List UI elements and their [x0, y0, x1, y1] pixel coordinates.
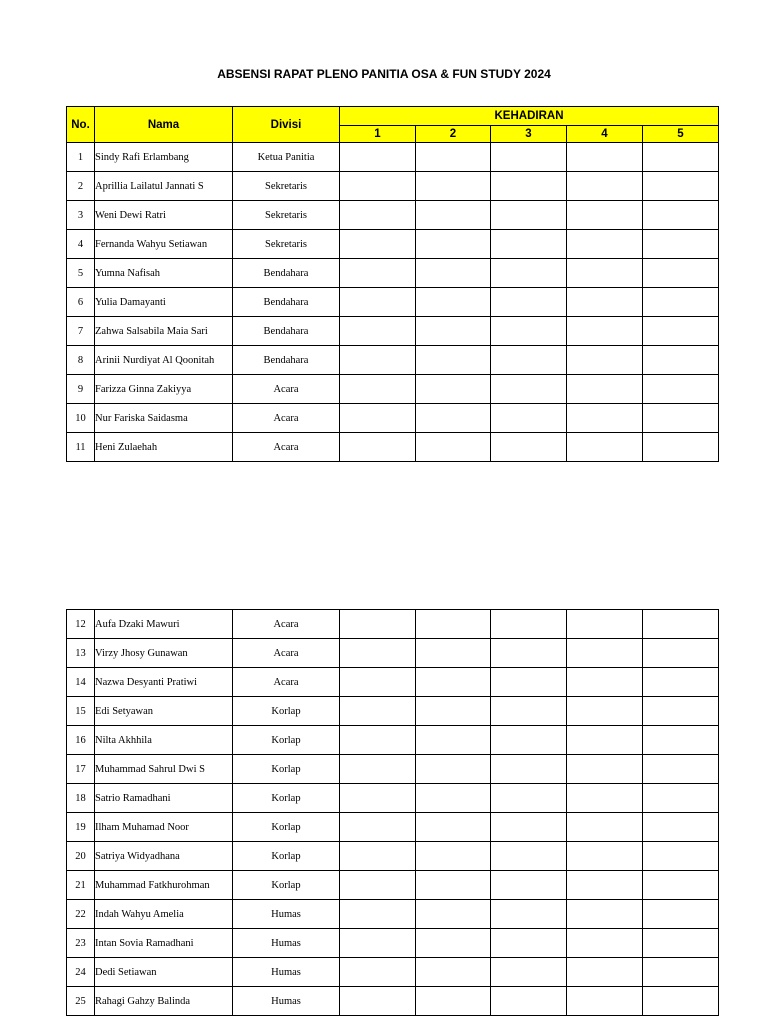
table-row — [67, 668, 719, 697]
attendance-cell-session-2[interactable] — [416, 259, 491, 288]
row-number: 18 — [67, 784, 95, 813]
attendance-cell-session-1[interactable] — [340, 726, 416, 755]
header-session-5: 5 — [643, 126, 719, 143]
attendance-cell-session-3[interactable] — [491, 958, 567, 987]
table-row — [67, 697, 719, 726]
row-division: Korlap — [233, 842, 340, 871]
attendance-cell-session-5[interactable] — [643, 317, 719, 346]
attendance-cell-session-2[interactable] — [416, 958, 491, 987]
attendance-cell-session-2[interactable] — [416, 929, 491, 958]
row-name: Muhammad Sahrul Dwi S — [95, 755, 233, 784]
table-row — [67, 610, 719, 639]
table-row — [67, 726, 719, 755]
table-row — [67, 929, 719, 958]
attendance-cell-session-1[interactable] — [340, 346, 416, 375]
row-name: Aprillia Lailatul Jannati S — [95, 172, 233, 201]
attendance-cell-session-5[interactable] — [643, 433, 719, 462]
table-row — [67, 288, 719, 317]
attendance-cell-session-1[interactable] — [340, 987, 416, 1016]
attendance-cell-session-5[interactable] — [643, 230, 719, 259]
attendance-cell-session-3[interactable] — [491, 288, 567, 317]
attendance-cell-session-5[interactable] — [643, 784, 719, 813]
attendance-cell-session-5[interactable] — [643, 755, 719, 784]
row-number: 21 — [67, 871, 95, 900]
row-name: Nilta Akhhila — [95, 726, 233, 755]
row-number: 5 — [67, 259, 95, 288]
attendance-cell-session-3[interactable] — [491, 871, 567, 900]
attendance-cell-session-4[interactable] — [567, 668, 643, 697]
row-number: 12 — [67, 610, 95, 639]
row-division: Sekretaris — [233, 230, 340, 259]
attendance-cell-session-3[interactable] — [491, 900, 567, 929]
row-name: Virzy Jhosy Gunawan — [95, 639, 233, 668]
row-division: Humas — [233, 958, 340, 987]
row-number: 24 — [67, 958, 95, 987]
row-name: Edi Setyawan — [95, 697, 233, 726]
attendance-cell-session-2[interactable] — [416, 404, 491, 433]
table-row — [67, 259, 719, 288]
row-number: 7 — [67, 317, 95, 346]
row-division: Korlap — [233, 755, 340, 784]
row-name: Dedi Setiawan — [95, 958, 233, 987]
attendance-cell-session-4[interactable] — [567, 201, 643, 230]
row-division: Korlap — [233, 871, 340, 900]
attendance-cell-session-2[interactable] — [416, 813, 491, 842]
attendance-cell-session-1[interactable] — [340, 813, 416, 842]
attendance-cell-session-1[interactable] — [340, 404, 416, 433]
row-name: Aufa Dzaki Mawuri — [95, 610, 233, 639]
attendance-cell-session-2[interactable] — [416, 610, 491, 639]
row-number: 19 — [67, 813, 95, 842]
row-number: 20 — [67, 842, 95, 871]
row-name: Weni Dewi Ratri — [95, 201, 233, 230]
page-title: ABSENSI RAPAT PLENO PANITIA OSA & FUN STUDY 2024 — [217, 67, 551, 81]
table-row — [67, 230, 719, 259]
attendance-cell-session-2[interactable] — [416, 346, 491, 375]
table-row — [67, 346, 719, 375]
attendance-cell-session-4[interactable] — [567, 143, 643, 172]
attendance-cell-session-2[interactable] — [416, 755, 491, 784]
row-name: Nazwa Desyanti Pratiwi — [95, 668, 233, 697]
row-number: 10 — [67, 404, 95, 433]
attendance-cell-session-2[interactable] — [416, 900, 491, 929]
row-number: 1 — [67, 143, 95, 172]
attendance-cell-session-2[interactable] — [416, 317, 491, 346]
attendance-cell-session-5[interactable] — [643, 404, 719, 433]
row-division: Sekretaris — [233, 201, 340, 230]
row-number: 14 — [67, 668, 95, 697]
row-number: 22 — [67, 900, 95, 929]
row-division: Bendahara — [233, 317, 340, 346]
attendance-cell-session-3[interactable] — [491, 726, 567, 755]
table-row — [67, 813, 719, 842]
table-row — [67, 900, 719, 929]
attendance-cell-session-5[interactable] — [643, 172, 719, 201]
attendance-table-page-1 — [66, 106, 719, 462]
attendance-cell-session-2[interactable] — [416, 726, 491, 755]
attendance-cell-session-5[interactable] — [643, 610, 719, 639]
attendance-cell-session-3[interactable] — [491, 610, 567, 639]
row-number: 8 — [67, 346, 95, 375]
table-row — [67, 639, 719, 668]
row-number: 23 — [67, 929, 95, 958]
row-division: Korlap — [233, 813, 340, 842]
attendance-cell-session-5[interactable] — [643, 726, 719, 755]
attendance-cell-session-3[interactable] — [491, 201, 567, 230]
header-no: No. — [67, 107, 95, 143]
attendance-cell-session-1[interactable] — [340, 755, 416, 784]
row-name: Arinii Nurdiyat Al Qoonitah — [95, 346, 233, 375]
attendance-cell-session-2[interactable] — [416, 375, 491, 404]
header-session-1: 1 — [340, 126, 416, 143]
attendance-cell-session-2[interactable] — [416, 201, 491, 230]
row-name: Farizza Ginna Zakiyya — [95, 375, 233, 404]
attendance-cell-session-5[interactable] — [643, 639, 719, 668]
row-number: 17 — [67, 755, 95, 784]
attendance-cell-session-3[interactable] — [491, 697, 567, 726]
attendance-cell-session-2[interactable] — [416, 143, 491, 172]
attendance-cell-session-1[interactable] — [340, 929, 416, 958]
attendance-cell-session-2[interactable] — [416, 433, 491, 462]
attendance-cell-session-1[interactable] — [340, 668, 416, 697]
attendance-cell-session-5[interactable] — [643, 842, 719, 871]
header-kehadiran: KEHADIRAN — [340, 107, 719, 126]
attendance-cell-session-3[interactable] — [491, 929, 567, 958]
attendance-cell-session-1[interactable] — [340, 842, 416, 871]
table-row — [67, 755, 719, 784]
attendance-cell-session-4[interactable] — [567, 433, 643, 462]
row-number: 25 — [67, 987, 95, 1016]
attendance-cell-session-3[interactable] — [491, 172, 567, 201]
attendance-cell-session-2[interactable] — [416, 784, 491, 813]
attendance-cell-session-5[interactable] — [643, 259, 719, 288]
attendance-cell-session-3[interactable] — [491, 404, 567, 433]
attendance-cell-session-1[interactable] — [340, 288, 416, 317]
table-row — [67, 404, 719, 433]
attendance-cell-session-5[interactable] — [643, 900, 719, 929]
attendance-cell-session-1[interactable] — [340, 639, 416, 668]
row-number: 15 — [67, 697, 95, 726]
attendance-table-page-2 — [66, 609, 719, 1016]
attendance-cell-session-4[interactable] — [567, 958, 643, 987]
table-row — [67, 201, 719, 230]
row-name: Fernanda Wahyu Setiawan — [95, 230, 233, 259]
row-name: Satrio Ramadhani — [95, 784, 233, 813]
row-division: Korlap — [233, 697, 340, 726]
attendance-cell-session-1[interactable] — [340, 784, 416, 813]
attendance-cell-session-2[interactable] — [416, 987, 491, 1016]
header-session-3: 3 — [491, 126, 567, 143]
table-row — [67, 375, 719, 404]
row-name: Rahagi Gahzy Balinda — [95, 987, 233, 1016]
attendance-cell-session-5[interactable] — [643, 871, 719, 900]
attendance-cell-session-4[interactable] — [567, 929, 643, 958]
attendance-cell-session-4[interactable] — [567, 346, 643, 375]
row-division: Sekretaris — [233, 172, 340, 201]
attendance-cell-session-2[interactable] — [416, 842, 491, 871]
attendance-cell-session-1[interactable] — [340, 900, 416, 929]
row-number: 13 — [67, 639, 95, 668]
attendance-cell-session-5[interactable] — [643, 958, 719, 987]
attendance-cell-session-1[interactable] — [340, 143, 416, 172]
attendance-cell-session-4[interactable] — [567, 842, 643, 871]
attendance-cell-session-1[interactable] — [340, 610, 416, 639]
attendance-cell-session-4[interactable] — [567, 610, 643, 639]
attendance-cell-session-3[interactable] — [491, 668, 567, 697]
attendance-cell-session-2[interactable] — [416, 639, 491, 668]
row-division: Acara — [233, 668, 340, 697]
table-row — [67, 987, 719, 1016]
row-name: Yumna Nafisah — [95, 259, 233, 288]
row-number: 2 — [67, 172, 95, 201]
attendance-cell-session-4[interactable] — [567, 987, 643, 1016]
attendance-cell-session-1[interactable] — [340, 871, 416, 900]
row-name: Yulia Damayanti — [95, 288, 233, 317]
attendance-cell-session-1[interactable] — [340, 317, 416, 346]
table-body-page-1 — [67, 143, 719, 462]
attendance-cell-session-1[interactable] — [340, 259, 416, 288]
attendance-cell-session-2[interactable] — [416, 230, 491, 259]
table-row — [67, 842, 719, 871]
attendance-cell-session-5[interactable] — [643, 929, 719, 958]
row-division: Korlap — [233, 726, 340, 755]
attendance-cell-session-1[interactable] — [340, 375, 416, 404]
row-number: 4 — [67, 230, 95, 259]
row-division: Humas — [233, 929, 340, 958]
attendance-cell-session-2[interactable] — [416, 668, 491, 697]
attendance-cell-session-4[interactable] — [567, 871, 643, 900]
row-division: Acara — [233, 610, 340, 639]
attendance-cell-session-1[interactable] — [340, 201, 416, 230]
table-row — [67, 172, 719, 201]
row-name: Nur Fariska Saidasma — [95, 404, 233, 433]
attendance-cell-session-4[interactable] — [567, 813, 643, 842]
row-name: Heni Zulaehah — [95, 433, 233, 462]
row-name: Sindy Rafi Erlambang — [95, 143, 233, 172]
row-number: 16 — [67, 726, 95, 755]
attendance-cell-session-4[interactable] — [567, 288, 643, 317]
row-division: Humas — [233, 987, 340, 1016]
attendance-cell-session-3[interactable] — [491, 375, 567, 404]
row-division: Acara — [233, 404, 340, 433]
attendance-cell-session-3[interactable] — [491, 317, 567, 346]
attendance-cell-session-1[interactable] — [340, 230, 416, 259]
row-division: Acara — [233, 639, 340, 668]
attendance-cell-session-3[interactable] — [491, 143, 567, 172]
attendance-cell-session-1[interactable] — [340, 433, 416, 462]
row-division: Korlap — [233, 784, 340, 813]
header-divisi: Divisi — [233, 107, 340, 143]
row-division: Bendahara — [233, 259, 340, 288]
attendance-cell-session-5[interactable] — [643, 375, 719, 404]
row-name: Satriya Widyadhana — [95, 842, 233, 871]
attendance-cell-session-1[interactable] — [340, 172, 416, 201]
row-name: Intan Sovia Ramadhani — [95, 929, 233, 958]
attendance-cell-session-4[interactable] — [567, 755, 643, 784]
row-number: 3 — [67, 201, 95, 230]
table-row — [67, 958, 719, 987]
table-row — [67, 784, 719, 813]
row-number: 11 — [67, 433, 95, 462]
table-row — [67, 871, 719, 900]
attendance-cell-session-2[interactable] — [416, 871, 491, 900]
attendance-cell-session-5[interactable] — [643, 346, 719, 375]
table-body-page-2 — [67, 610, 719, 1016]
table-row — [67, 143, 719, 172]
attendance-cell-session-4[interactable] — [567, 404, 643, 433]
attendance-cell-session-2[interactable] — [416, 697, 491, 726]
attendance-cell-session-3[interactable] — [491, 784, 567, 813]
attendance-cell-session-3[interactable] — [491, 259, 567, 288]
attendance-cell-session-2[interactable] — [416, 288, 491, 317]
attendance-cell-session-3[interactable] — [491, 346, 567, 375]
attendance-cell-session-4[interactable] — [567, 259, 643, 288]
attendance-cell-session-4[interactable] — [567, 697, 643, 726]
attendance-cell-session-5[interactable] — [643, 987, 719, 1016]
attendance-cell-session-5[interactable] — [643, 288, 719, 317]
attendance-cell-session-3[interactable] — [491, 639, 567, 668]
attendance-cell-session-4[interactable] — [567, 900, 643, 929]
attendance-cell-session-4[interactable] — [567, 172, 643, 201]
row-division: Acara — [233, 433, 340, 462]
attendance-cell-session-5[interactable] — [643, 697, 719, 726]
row-name: Indah Wahyu Amelia — [95, 900, 233, 929]
header-nama: Nama — [95, 107, 233, 143]
row-name: Ilham Muhamad Noor — [95, 813, 233, 842]
attendance-cell-session-3[interactable] — [491, 433, 567, 462]
table-row — [67, 433, 719, 462]
row-number: 9 — [67, 375, 95, 404]
attendance-cell-session-1[interactable] — [340, 697, 416, 726]
attendance-cell-session-4[interactable] — [567, 639, 643, 668]
attendance-cell-session-3[interactable] — [491, 842, 567, 871]
row-division: Bendahara — [233, 288, 340, 317]
attendance-cell-session-4[interactable] — [567, 317, 643, 346]
row-division: Acara — [233, 375, 340, 404]
attendance-cell-session-5[interactable] — [643, 201, 719, 230]
attendance-cell-session-4[interactable] — [567, 784, 643, 813]
attendance-cell-session-2[interactable] — [416, 172, 491, 201]
attendance-cell-session-4[interactable] — [567, 375, 643, 404]
attendance-cell-session-5[interactable] — [643, 668, 719, 697]
attendance-cell-session-3[interactable] — [491, 813, 567, 842]
row-division: Ketua Panitia — [233, 143, 340, 172]
attendance-cell-session-3[interactable] — [491, 230, 567, 259]
attendance-cell-session-3[interactable] — [491, 987, 567, 1016]
attendance-cell-session-4[interactable] — [567, 230, 643, 259]
row-division: Humas — [233, 900, 340, 929]
attendance-cell-session-1[interactable] — [340, 958, 416, 987]
attendance-cell-session-5[interactable] — [643, 813, 719, 842]
header-session-2: 2 — [416, 126, 491, 143]
attendance-cell-session-3[interactable] — [491, 755, 567, 784]
row-division: Bendahara — [233, 346, 340, 375]
attendance-cell-session-5[interactable] — [643, 143, 719, 172]
attendance-cell-session-4[interactable] — [567, 726, 643, 755]
row-number: 6 — [67, 288, 95, 317]
row-name: Zahwa Salsabila Maia Sari — [95, 317, 233, 346]
table-row — [67, 317, 719, 346]
header-session-4: 4 — [567, 126, 643, 143]
row-name: Muhammad Fatkhurohman — [95, 871, 233, 900]
